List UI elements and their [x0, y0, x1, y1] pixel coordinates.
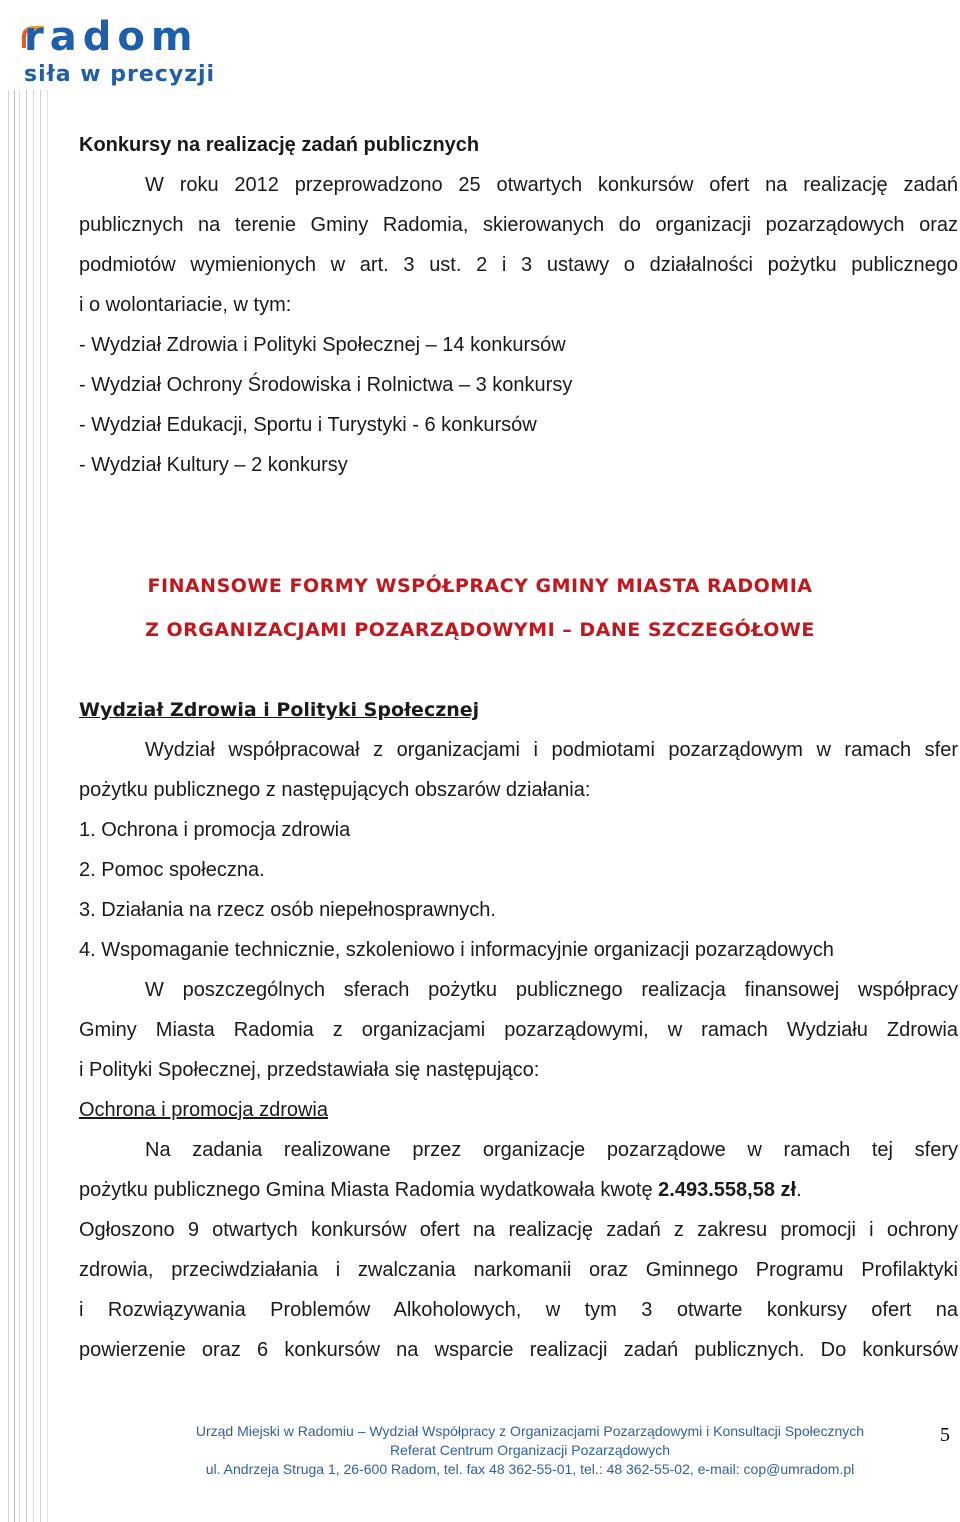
subsection-heading: Ochrona i promocja zdrowia — [79, 1099, 328, 1121]
list-item: 4. Wspomaganie technicznie, szkoleniowo i informacyjnie organizacji pozarządowych — [79, 939, 834, 961]
left-margin-stripes — [0, 90, 60, 1522]
paragraph-line: W poszczególnych sferach pożytku publicznego realizacja finansowej współpracy — [145, 979, 958, 1001]
paragraph-line: i o wolontariacie, w tym: — [79, 294, 292, 316]
paragraph-line: powierzenie oraz 6 konkursów na wsparcie realizacji zadań publicznych. Do konkursów — [79, 1339, 958, 1361]
section-heading: Konkursy na realizację zadań publicznych — [79, 134, 480, 156]
paragraph-line: pożytku publicznego z następujących obszarów działania: — [79, 779, 591, 801]
paragraph-line: Wydział współpracował z organizacjami i podmiotami pozarządowym w ramach sfer — [145, 739, 958, 761]
list-item: - Wydział Zdrowia i Polityki Społecznej – 14 konkursów — [79, 334, 566, 356]
footer-office: Urząd Miejski w Radomiu – Wydział Współpracy z Organizacjami Pozarządowymi i Konsultacji Społecznych — [195, 1423, 865, 1439]
section-health-policy — [79, 690, 958, 1370]
title-line: Z ORGANIZACJAMI POZARZĄDOWYMI – DANE SZCZEGÓŁOWE — [145, 619, 815, 641]
title-line: FINANSOWE FORMY WSPÓŁPRACY GMINY MIASTA RADOMIA — [147, 575, 813, 597]
paragraph-line: zdrowia, przeciwdziałania i zwalczania narkomanii oraz Gminnego Programu Profilaktyki — [79, 1259, 958, 1281]
paragraph-line: Ogłoszono 9 otwartych konkursów ofert na realizację zadań z zakresu promocji i ochrony — [79, 1219, 958, 1241]
paragraph-line — [79, 1170, 958, 1210]
paragraph-line: W roku 2012 przeprowadzono 25 otwartych konkursów ofert na realizację zadań — [145, 174, 958, 196]
list-item: - Wydział Edukacji, Sportu i Turystyki - 6 konkursów — [79, 414, 537, 436]
document-title — [0, 564, 960, 652]
radom-logo — [22, 14, 222, 88]
logo-wordmark: radom — [24, 14, 199, 60]
paragraph-line: publicznych na terenie Gminy Radomia, skierowanych do organizacji pozarządowych oraz — [79, 214, 958, 236]
footer-department: Referat Centrum Organizacji Pozarządowych — [389, 1442, 671, 1458]
logo-tagline: siła w precyzji — [24, 62, 216, 87]
list-item: 3. Działania na rzecz osób niepełnosprawnych. — [79, 899, 496, 921]
amount-value: 2.493.558,58 zł — [658, 1179, 797, 1201]
list-item: - Wydział Ochrony Środowiska i Rolnictwa – 3 konkursy — [79, 374, 573, 396]
section-competitions — [79, 125, 958, 485]
paragraph-text: pożytku publicznego Gmina Miasta Radomia wydatkowała kwotę — [79, 1179, 659, 1201]
footer-contact: ul. Andrzeja Struga 1, 26-600 Radom, tel. fax 48 362-55-01, tel.: 48 362-55-02, e-mail: cop@umradom.pl — [205, 1461, 855, 1477]
paragraph-text: . — [796, 1179, 802, 1201]
list-item: 2. Pomoc społeczna. — [79, 859, 265, 881]
list-item: 1. Ochrona i promocja zdrowia — [79, 819, 351, 841]
paragraph-line: i Polityki Społecznej, przedstawiała się następująco: — [79, 1059, 540, 1081]
paragraph-line: i Rozwiązywania Problemów Alkoholowych, w tym 3 otwarte konkursy ofert na — [79, 1299, 958, 1321]
list-item: - Wydział Kultury – 2 konkursy — [79, 454, 348, 476]
paragraph-line: Na zadania realizowane przez organizacje pozarządowe w ramach tej sfery — [145, 1139, 958, 1161]
page-footer — [150, 1422, 910, 1479]
paragraph-line: podmiotów wymienionych w art. 3 ust. 2 i 3 ustawy o działalności pożytku publicznego — [79, 254, 958, 276]
page-number: 5 — [940, 1424, 950, 1446]
paragraph-line: Gminy Miasta Radomia z organizacjami pozarządowymi, w ramach Wydziału Zdrowia — [79, 1019, 958, 1041]
section-heading: Wydział Zdrowia i Polityki Społecznej — [79, 699, 480, 721]
